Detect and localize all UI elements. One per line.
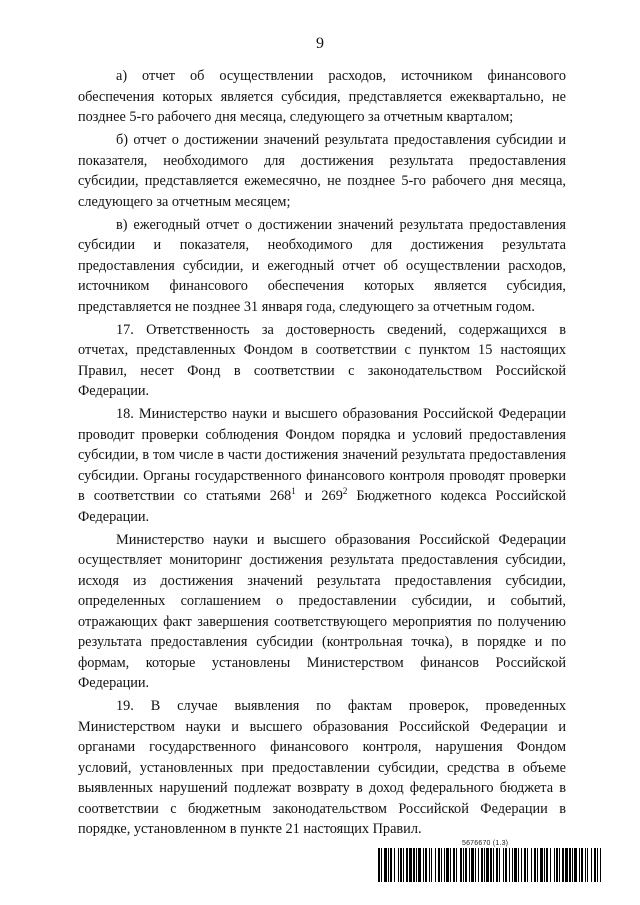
barcode-bar: [460, 848, 462, 882]
barcode-bar: [546, 848, 548, 882]
barcode-bar: [413, 848, 415, 882]
barcode-bar: [438, 848, 440, 882]
barcode-bar: [574, 848, 577, 882]
barcode-bar: [554, 848, 555, 882]
barcode-bar: [597, 848, 598, 882]
barcode-bar: [569, 848, 571, 882]
paragraph-17: 17. Ответственность за достоверность сведений, содержащихся в отчетах, представленных Фондом в соответствии с пунктом 15 настоящих Правил, несет Фонд в соответствии с законодательством Российской Федерации.: [78, 321, 566, 399]
barcode-bar: [441, 848, 442, 882]
barcode-bar: [484, 848, 485, 882]
barcode-bar: [499, 848, 500, 882]
paragraph-18: [78, 404, 566, 527]
barcode-bar: [585, 848, 586, 882]
barcode-bar: [562, 848, 564, 882]
paragraph-v: в) ежегодный отчет о достижении значений результата предоставления субсидии и показателя, необходимого для достижения результата предоставления субсидии, и ежегодный отчет об осуществлении расходов, источником финансового обеспечения которых является субсидия, представляется не позднее 31 января года, следующего за отчетным годом.: [78, 216, 566, 315]
paragraph-monitoring: Министерство науки и высшего образования Российской Федерации осуществляет мониторинг достижения результата предоставления субсидии, исходя из достижения значений результата предоставления субсидии, определенных соглашением о предоставлении субсидии, и событий, отражающих факт завершения соответствующего мероприятия по получению результата предоставления субсидии (контрольная точка), в порядке и по формам, которые установлены Министерством финансов Российской Федерации.: [78, 531, 566, 691]
barcode-bar: [512, 848, 513, 882]
paragraph-a: а) отчет об осуществлении расходов, источником финансового обеспечения которых является субсидия, представляется ежеквартально, не позднее 5-го рабочего дня месяца, следующего за отчетным кварталом;: [78, 68, 566, 125]
barcode-bar: [518, 848, 519, 882]
barcode-bar: [418, 848, 421, 882]
barcode-bar: [478, 848, 479, 882]
paragraph-18-text-c: Бюджетного кодекса Российской Федерации.: [78, 488, 566, 525]
barcode-bar: [587, 848, 588, 882]
barcode-bar: [403, 848, 404, 882]
barcode-bar: [591, 848, 592, 882]
barcode-bar: [505, 848, 507, 882]
barcode-bar: [398, 848, 399, 882]
barcode-bar: [406, 848, 408, 882]
barcode-bar: [514, 848, 517, 882]
paragraph-18-text-a: 18. Министерство науки и высшего образования Российской Федерации проводит проверки соблюдения Фондом порядка и условий предоставления субсидии, в том числе в части достижения значений результата предоставления субсидии. Органы государственного финансового контроля проводят проверки в соответствии со статьями 268: [78, 406, 566, 504]
document-body: [78, 66, 566, 842]
barcode-bar: [579, 848, 580, 882]
barcode-bar: [481, 848, 483, 882]
barcode-bar: [429, 848, 430, 882]
paragraph-19: 19. В случае выявления по фактам проверок, проведенных Министерством науки и высшего образования Российской Федерации и органами государственного финансового контроля, нарушения Фондом условий, установленных при предоставлении субсидии, средства в объеме выявленных нарушений подлежат возврату в доход федерального бюджета в соответствии с бюджетным законодательством Российской Федерации в порядке, установленном в пункте 21 настоящих Правил.: [78, 698, 566, 837]
barcode-graphic: [378, 848, 602, 882]
barcode-bar: [463, 848, 464, 882]
barcode-bar: [486, 848, 489, 882]
barcode-bar: [425, 848, 427, 882]
barcode-bar: [444, 848, 445, 882]
barcode-bar: [493, 848, 494, 882]
barcode-bar: [378, 848, 380, 882]
barcode-bar: [537, 848, 538, 882]
barcode-bar: [521, 848, 522, 882]
barcode-bar: [534, 848, 536, 882]
barcode-bar: [435, 848, 436, 882]
barcode-bar: [544, 848, 545, 882]
barcode-bar: [559, 848, 560, 882]
barcode-bar: [465, 848, 467, 882]
barcode-bar: [527, 848, 528, 882]
barcode-bar: [572, 848, 573, 882]
barcode-bar: [565, 848, 568, 882]
paragraph-18-sup-b: 2: [342, 486, 348, 496]
paragraph-18-text-b: и 269: [295, 488, 343, 504]
paragraph-18-sup-a: 1: [291, 486, 296, 496]
barcode-bar: [394, 848, 395, 882]
barcode-bar: [446, 848, 449, 882]
page-number: 9: [316, 35, 324, 52]
barcode-bar: [416, 848, 417, 882]
barcode-bar: [531, 848, 532, 882]
barcode-bar: [456, 848, 457, 882]
barcode-bar: [390, 848, 392, 882]
barcode-bar: [581, 848, 583, 882]
barcode-bar: [600, 848, 601, 882]
barcode-bar: [475, 848, 476, 882]
barcode-bar: [469, 848, 470, 882]
barcode-bar: [496, 848, 498, 882]
barcode-bar: [388, 848, 389, 882]
barcode-bar: [540, 848, 543, 882]
barcode-bar: [594, 848, 596, 882]
barcode-bar: [556, 848, 558, 882]
barcode-bar: [453, 848, 455, 882]
barcode-bar: [450, 848, 451, 882]
barcode-bar: [423, 848, 424, 882]
barcode-bar: [381, 848, 382, 882]
barcode-bar: [550, 848, 551, 882]
paragraph-b: б) отчет о достижении значений результата предоставления субсидии и показателя, необходимого для достижения результата предоставления субсидии, представляется ежемесячно, не позднее 5-го рабочего дня месяца, следующего за отчетным месяцем;: [78, 132, 566, 210]
document-code: 5676670 (1.3): [462, 840, 509, 847]
barcode-bar: [384, 848, 387, 882]
barcode-bar: [400, 848, 402, 882]
barcode-bar: [490, 848, 492, 882]
barcode-bar: [471, 848, 474, 882]
barcode-bar: [503, 848, 504, 882]
barcode-bar: [509, 848, 510, 882]
barcode: [378, 848, 602, 882]
barcode-bar: [409, 848, 412, 882]
barcode-bar: [431, 848, 432, 882]
barcode-bar: [524, 848, 526, 882]
